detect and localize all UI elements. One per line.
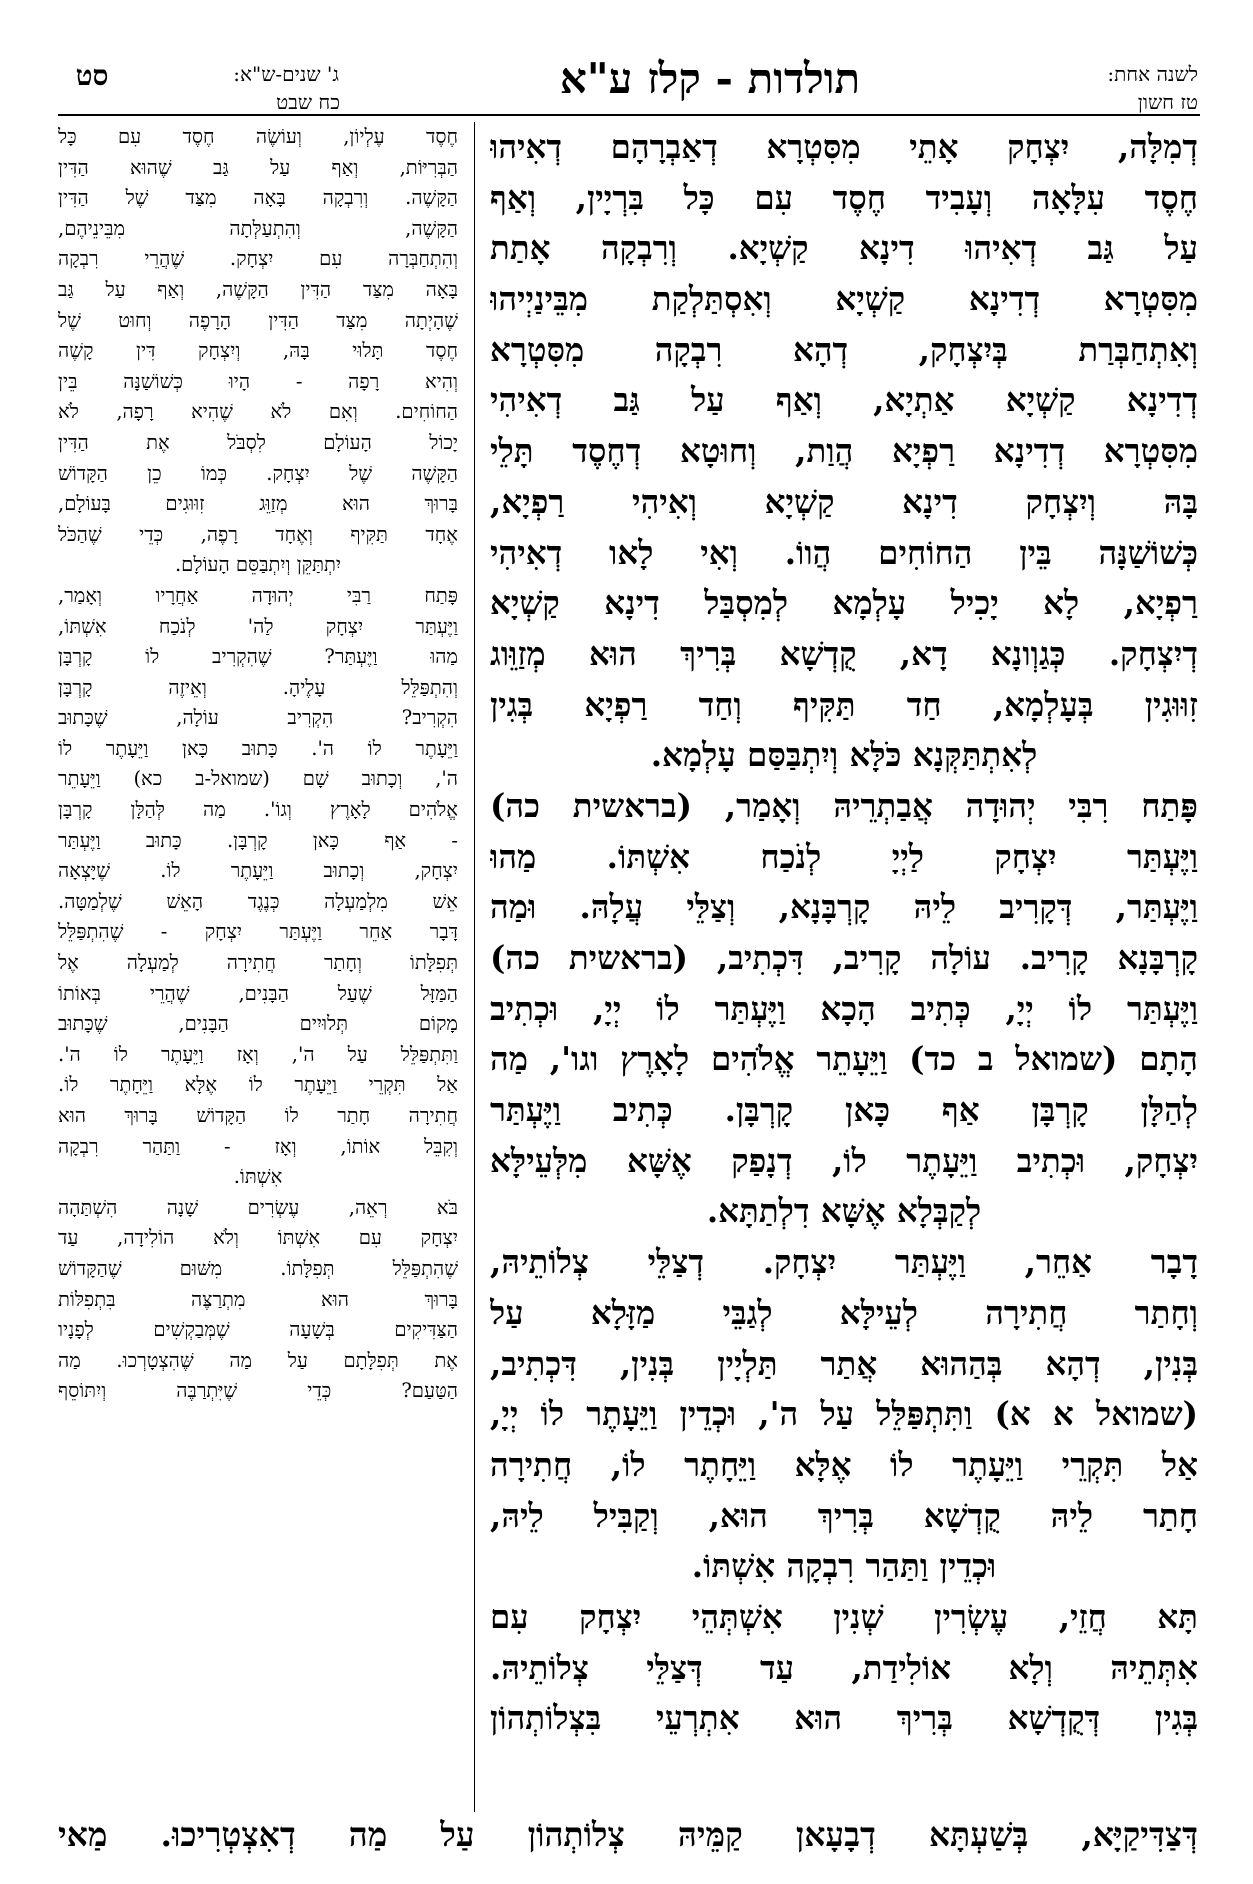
header-study-schedule-one-year: לשנה אחת: <box>1107 62 1198 86</box>
text-line: וְחָתַר חֲתִירָה לְעֵילָּא לְגַבֵּי מַזָּלָא עַל <box>490 1292 1198 1332</box>
text-line: בָּאָה מִצַּד הַדִּין הַקָּשֶׁה, וְאַף עַל גַּב <box>58 277 458 301</box>
text-line: בָּרוּךְ הוּא מִתְרַצֶּה בִּתְפִלּוֹת <box>58 1287 458 1311</box>
text-line: הַצַּדִּיקִים בְּשָׁעָה שֶׁמְּבַקְשִׁים לְפָנָיו <box>58 1318 458 1342</box>
text-line: זִוּוּגִין בְּעָלְמָא, חַד תַּקִּיף וְחַד רַפְיָא בְּגִין <box>490 684 1198 724</box>
text-line: אִשְׁתּוֹ. <box>233 1165 283 1189</box>
text-line: שֶׁהִתְפַּלֵּל תְּפִלָּתוֹ. מִשּׁוּם שֶׁהַקָּדוֹשׁ <box>58 1256 458 1280</box>
text-line: לְהַלָּן קָרְבָּן אַף כָּאן קָרְבָּן. כְּתִיב וַיֶּעְתַּר <box>490 1090 1198 1130</box>
header-date-one-year: טז חשון <box>1137 90 1198 114</box>
text-line: דְיִצְחָק. כְּגַוְונָא דָא, קֻדְשָׁא בְּרִיךְ הוּא מְזַוֵּוג <box>490 633 1198 673</box>
text-line: פָּתַח רַבִּי יְהוּדָה אַחֲרָיו וְאָמַר, <box>58 583 458 607</box>
text-line: חֲתִירָה חָתַר לוֹ הַקָּדוֹשׁ בָּרוּךְ הוּא <box>58 1104 458 1127</box>
text-line: חֶסֶד עִלָּאָה וְעָבִיד חֶסֶד עִם כָּל בִּרְיָין, וְאַף <box>490 177 1198 217</box>
text-line: הַקָּשֶׁה שֶׁל יִצְחָק. כְּמוֹ כֵן הַקָּדוֹשׁ <box>58 461 458 485</box>
text-line: יִצְחָק, וּכְתִיב וַיֵּעָתֶר לוֹ, דְנָפַק אֶשָּׁא מִלְּעֵילָּא <box>490 1140 1198 1180</box>
text-line: חָתַר לֵיהּ קֻדְשָׁא בְּרִיךְ הוּא, וְקַבִּיל לֵיהּ, <box>490 1495 1198 1535</box>
text-line: בֹּא רְאֵה, עֶשְׂרִים שָׁנָה הִשְׁתַּהָה <box>58 1195 458 1219</box>
page-number: סט <box>75 59 109 92</box>
text-line: וְהִתְפַּלֵּל עָלֶיהָ. וְאֵיזֶה קָרְבָּן <box>58 675 458 699</box>
text-line: מִסִּטְרָא דְדִינָא קַשְׁיָא וְאִסְתַּלְקַת מִבֵּינַיְיהוּ <box>490 279 1198 319</box>
text-line: וְהִיא רָפָה - הָיוּ כְּשׁוֹשַׁנָּה בֵּין <box>58 369 458 393</box>
text-line: פָּתַח רִבִּי יְהוּדָה אֲבַתְרֵיהּ וְאָמַר, (בראשית כה) <box>490 785 1198 825</box>
text-line: וּכְדֵין וַתַּהַר רִבְקָה אִשְׁתּוֹ. <box>691 1546 997 1586</box>
text-line: וַיֶּעְתַּר יִצְחָק לַיְיָ לְנֹכַח אִשְׁתּוֹ. מַהוּ <box>490 836 1198 876</box>
text-line: מָקוֹם תְּלוּיִים הַבָּנִים, שֶׁכָּתוּב <box>58 1012 458 1036</box>
header-date-three-years: כח שבט <box>276 90 340 114</box>
text-line: עַל גַּב דְאִיהוּ דִינָא קַשְׁיָא. וְרִבְקָה אָתַת <box>490 228 1198 268</box>
text-line: וַתִּתְפַּלֵּל עַל ה', וְאָז וַיֵּעָתֶר לוֹ ה'. <box>58 1042 458 1066</box>
text-line: - אַף כָּאן קָרְבָּן. כָּתוּב וַיֶּעְתַּר <box>58 828 458 852</box>
text-line: מִסִּטְרָא דְדִינָא רַפְיָא הֲוַת, וְחוּטָא דְחֶסֶד תָּלֵי <box>490 431 1198 471</box>
text-line: אֱלֹהִים לָאָרֶץ וְגוֹ'. מַה לְּהַלָּן קָרְבָּן <box>58 798 458 822</box>
column-divider <box>474 122 475 1812</box>
text-line: הַחוֹחִים. וְאִם לֹא שֶׁהִיא רָפָה, לֹא <box>58 400 458 424</box>
text-line: וַיֵּעָתֶר לוֹ ה'. כָּתוּב כָּאן וַיֵּעָתֶר לוֹ <box>58 736 458 760</box>
text-line: תָּא חֲזֵי, עֶשְׂרִין שְׁנִין אִשְׁתְּהֵי יִצְחָק עִם <box>490 1596 1198 1636</box>
text-line: אֶחָד תַּקִּיף וְאֶחָד רָפֶה, כְּדֵי שֶׁהַכֹּל <box>58 522 458 546</box>
text-line: הַטַּעַם? כְּדֵי שֶׁיִּתְרַבֶּה וְיִתּוֹסֵף <box>58 1379 458 1403</box>
text-line: לְאִתְתַּקְּנָא כֹּלָּא וְיִתְבַּסַּם עָלְמָא. <box>650 735 1038 775</box>
text-line: וַיֶּעְתַּר יִצְחָק לַה' לְנֹכַח אִשְׁתּוֹ, <box>58 614 458 638</box>
text-line: דְדִינָא קַשְׁיָא אַתְיָא, וְאַף עַל גַּב דְאִיהִי <box>490 380 1198 420</box>
text-line: בְּגִין דְּקֻדְשָׁא בְּרִיךְ הוּא אִתְרְעֵי בִּצְלוֹתְהוֹן <box>490 1698 1198 1738</box>
text-line: (שמואל א א) וַתִּתְפַּלֵּל עַל ה', וּכְדֵין וַיֵּעָתֶר לוֹ יְיָ, <box>490 1394 1198 1434</box>
text-line: אֵשׁ מִלְמַעְלָה כְּנֶגֶד הָאֵשׁ שֶׁלְמַטָּה. <box>58 889 458 913</box>
page-title: תולדות - קלז ע"א <box>559 54 861 103</box>
text-line: יִצְחָק, וְכָתוּב וַיֵּעָתֶר לוֹ. שֶׁיָּצְאָה <box>58 859 458 883</box>
text-line: דְמִלָּה, יִצְחָק אָתֵי מִסִּטְרָא דְאַבְרָהָם דְאִיהוּ <box>490 127 1198 166</box>
text-line: הַבְּרִיּוֹת, וְאַף עַל גַּב שֶׁהוּא הַדִּין <box>58 155 458 179</box>
aramaic-text-column <box>490 122 1198 1744</box>
text-line: הִקְרִיב? הִקְרִיב עוֹלָה, שֶׁכָּתוּב <box>58 706 458 730</box>
text-line: בָּרוּךְ הוּא מְזַוֵּג זִוּוּגִים בָּעוֹלָם, <box>58 492 458 516</box>
text-line: אַל תִּקְרֵי וַיֵּעָתֶר לוֹ אֶלָּא וַיֵּחָתֶר לוֹ. <box>58 1073 458 1097</box>
text-line: שֶׁהָיְתָה מִצַּד הַדִּין הָרָפֶה וְחוּט שֶׁל <box>58 308 458 332</box>
text-line: דָבָר אַחֵר, וַיֶּעְתַּר יִצְחָק. דְצַלֵּי צְלוֹתֵיהּ, <box>490 1242 1198 1282</box>
text-line: הַקָּשֶׁה, וְהִתְעַלְּתָה מִבֵּינֵיהֶם, <box>58 216 458 240</box>
bottom-text-line: דְּצַדִּיקַיָּא, בְּשַׁעְתָּא דְבָעָאן קַמֵּיהּ צְלוֹתְהוֹן עַל מַה דְאִצְטְרִיכוּ. מַאי <box>58 1815 1198 1854</box>
text-line: מַהוּ וַיֶּעְתַּר? שֶׁהִקְרִיב לוֹ קָרְבָּן <box>58 645 458 669</box>
text-line: הַקָּשֶׁה. וְרִבְקָה בָּאָה מִצַּד שֶׁל הַדִּין <box>58 186 458 210</box>
text-line: תְּפִלָּתוֹ וְחָתַר חֲתִירָה לְמַעְלָה אֶל <box>58 951 458 975</box>
text-line: וְקִבֵּל אוֹתוֹ, וְאָז - וַתַּהַר רִבְקָה <box>58 1134 458 1158</box>
text-line: הַמַּזָּל שֶׁעַל הַבָּנִים, שֶׁהֲרֵי בְּאוֹתוֹ <box>58 981 458 1005</box>
text-line: דָּבָר אַחֵר וַיֶּעְתַּר יִצְחָק - שֶׁהִתְפַּלֵּל <box>58 920 458 944</box>
text-line: הָתָם (שמואל ב כד) וַיֵּעָתֵר אֱלֹהִים לָאָרֶץ וגו', מַה <box>490 1039 1198 1079</box>
text-line: ה', וְכָתוּב שָׁם (שמואל-ב כא) וַיֵּעָתֵר <box>58 767 458 791</box>
hebrew-translation-column <box>58 122 458 1407</box>
text-line: בְּנִין, דְהָא בְּהַהוּא אֲתַר תַּלְיָין בְּנִין, דִּכְתִיב, <box>490 1343 1198 1383</box>
text-line: כְּשׁוֹשַׁנָּה בֵּין הַחוֹחִים הֲווֹ. וְאִי לָאו דְאִיהִי <box>490 532 1198 572</box>
text-line: אֶת תְּפִלָּתָם עַל מַה שֶּׁהִצְטָרְכוּ. מַה <box>58 1348 458 1372</box>
text-line: וַיֶּעְתַּר לוֹ יְיָ, כְּתִיב הָכָא וַיֶּעְתַּר לוֹ יְיָ, וּכְתִיב <box>490 988 1198 1028</box>
text-line: וַיֶּעְתַּר, דְּקָרִיב לֵיהּ קָרְבָּנָא, וְצַלֵּי עֲלָהּ. וּמַה <box>490 887 1198 927</box>
text-line: וְהִתְחַבְּרָה עִם יִצְחָק. שֶׁהֲרֵי רִבְקָה <box>58 247 458 271</box>
header-study-schedule-three-years: ג' שנים-ש"א: <box>233 62 339 86</box>
text-line: חֶסֶד תָּלוּי בָּהּ, וְיִצְחָק דִּין קָשֶׁה <box>58 339 458 363</box>
text-line: יִתְתַּקֵּן וְיִתְבַּסֵּם הָעוֹלָם. <box>174 553 342 577</box>
header-divider <box>58 114 1200 116</box>
text-line: קָרְבָּנָא קָרִיב. עוֹלָה קָרִיב, דִּכְתִיב, (בראשית כה) <box>490 938 1198 977</box>
text-line: רַפְיָא, לָא יָכִיל עָלְמָא לְמִסְבַּל דִינָא קַשְׁיָא <box>490 583 1198 623</box>
text-line: אִתְּתֵיהּ וְלָא אוֹלִידַת, עַד דְּצַלֵּי צְלוֹתֵיהּ. <box>490 1647 1198 1687</box>
text-line: וְאִתְחַבְּרַת בְּיִצְחָק, דְהָא רִבְקָה מִסִּטְרָא <box>490 329 1198 369</box>
text-line: בָּהּ וְיִצְחָק דִינָא קַשְׁיָא וְאִיהִי רַפְיָא, <box>490 481 1198 521</box>
text-line: יִצְחָק עִם אִשְׁתּוֹ וְלֹא הוֹלִידָה, עַד <box>58 1226 458 1250</box>
text-line: לְקַבְּלָא אֶשָּׁא דִלְתַתָּא. <box>706 1191 982 1231</box>
text-line: אַל תִּקְרֵי וַיֵּעָתֶר לוֹ אֶלָּא וַיֵּחָתֶר לוֹ, חֲתִירָה <box>490 1444 1198 1484</box>
text-line: חֶסֶד עֶלְיוֹן, וְעוֹשֶׂה חֶסֶד עִם כָּל <box>58 125 458 148</box>
text-line: יָכוֹל הָעוֹלָם לִסְבֹּל אֶת הַדִּין <box>58 430 458 454</box>
